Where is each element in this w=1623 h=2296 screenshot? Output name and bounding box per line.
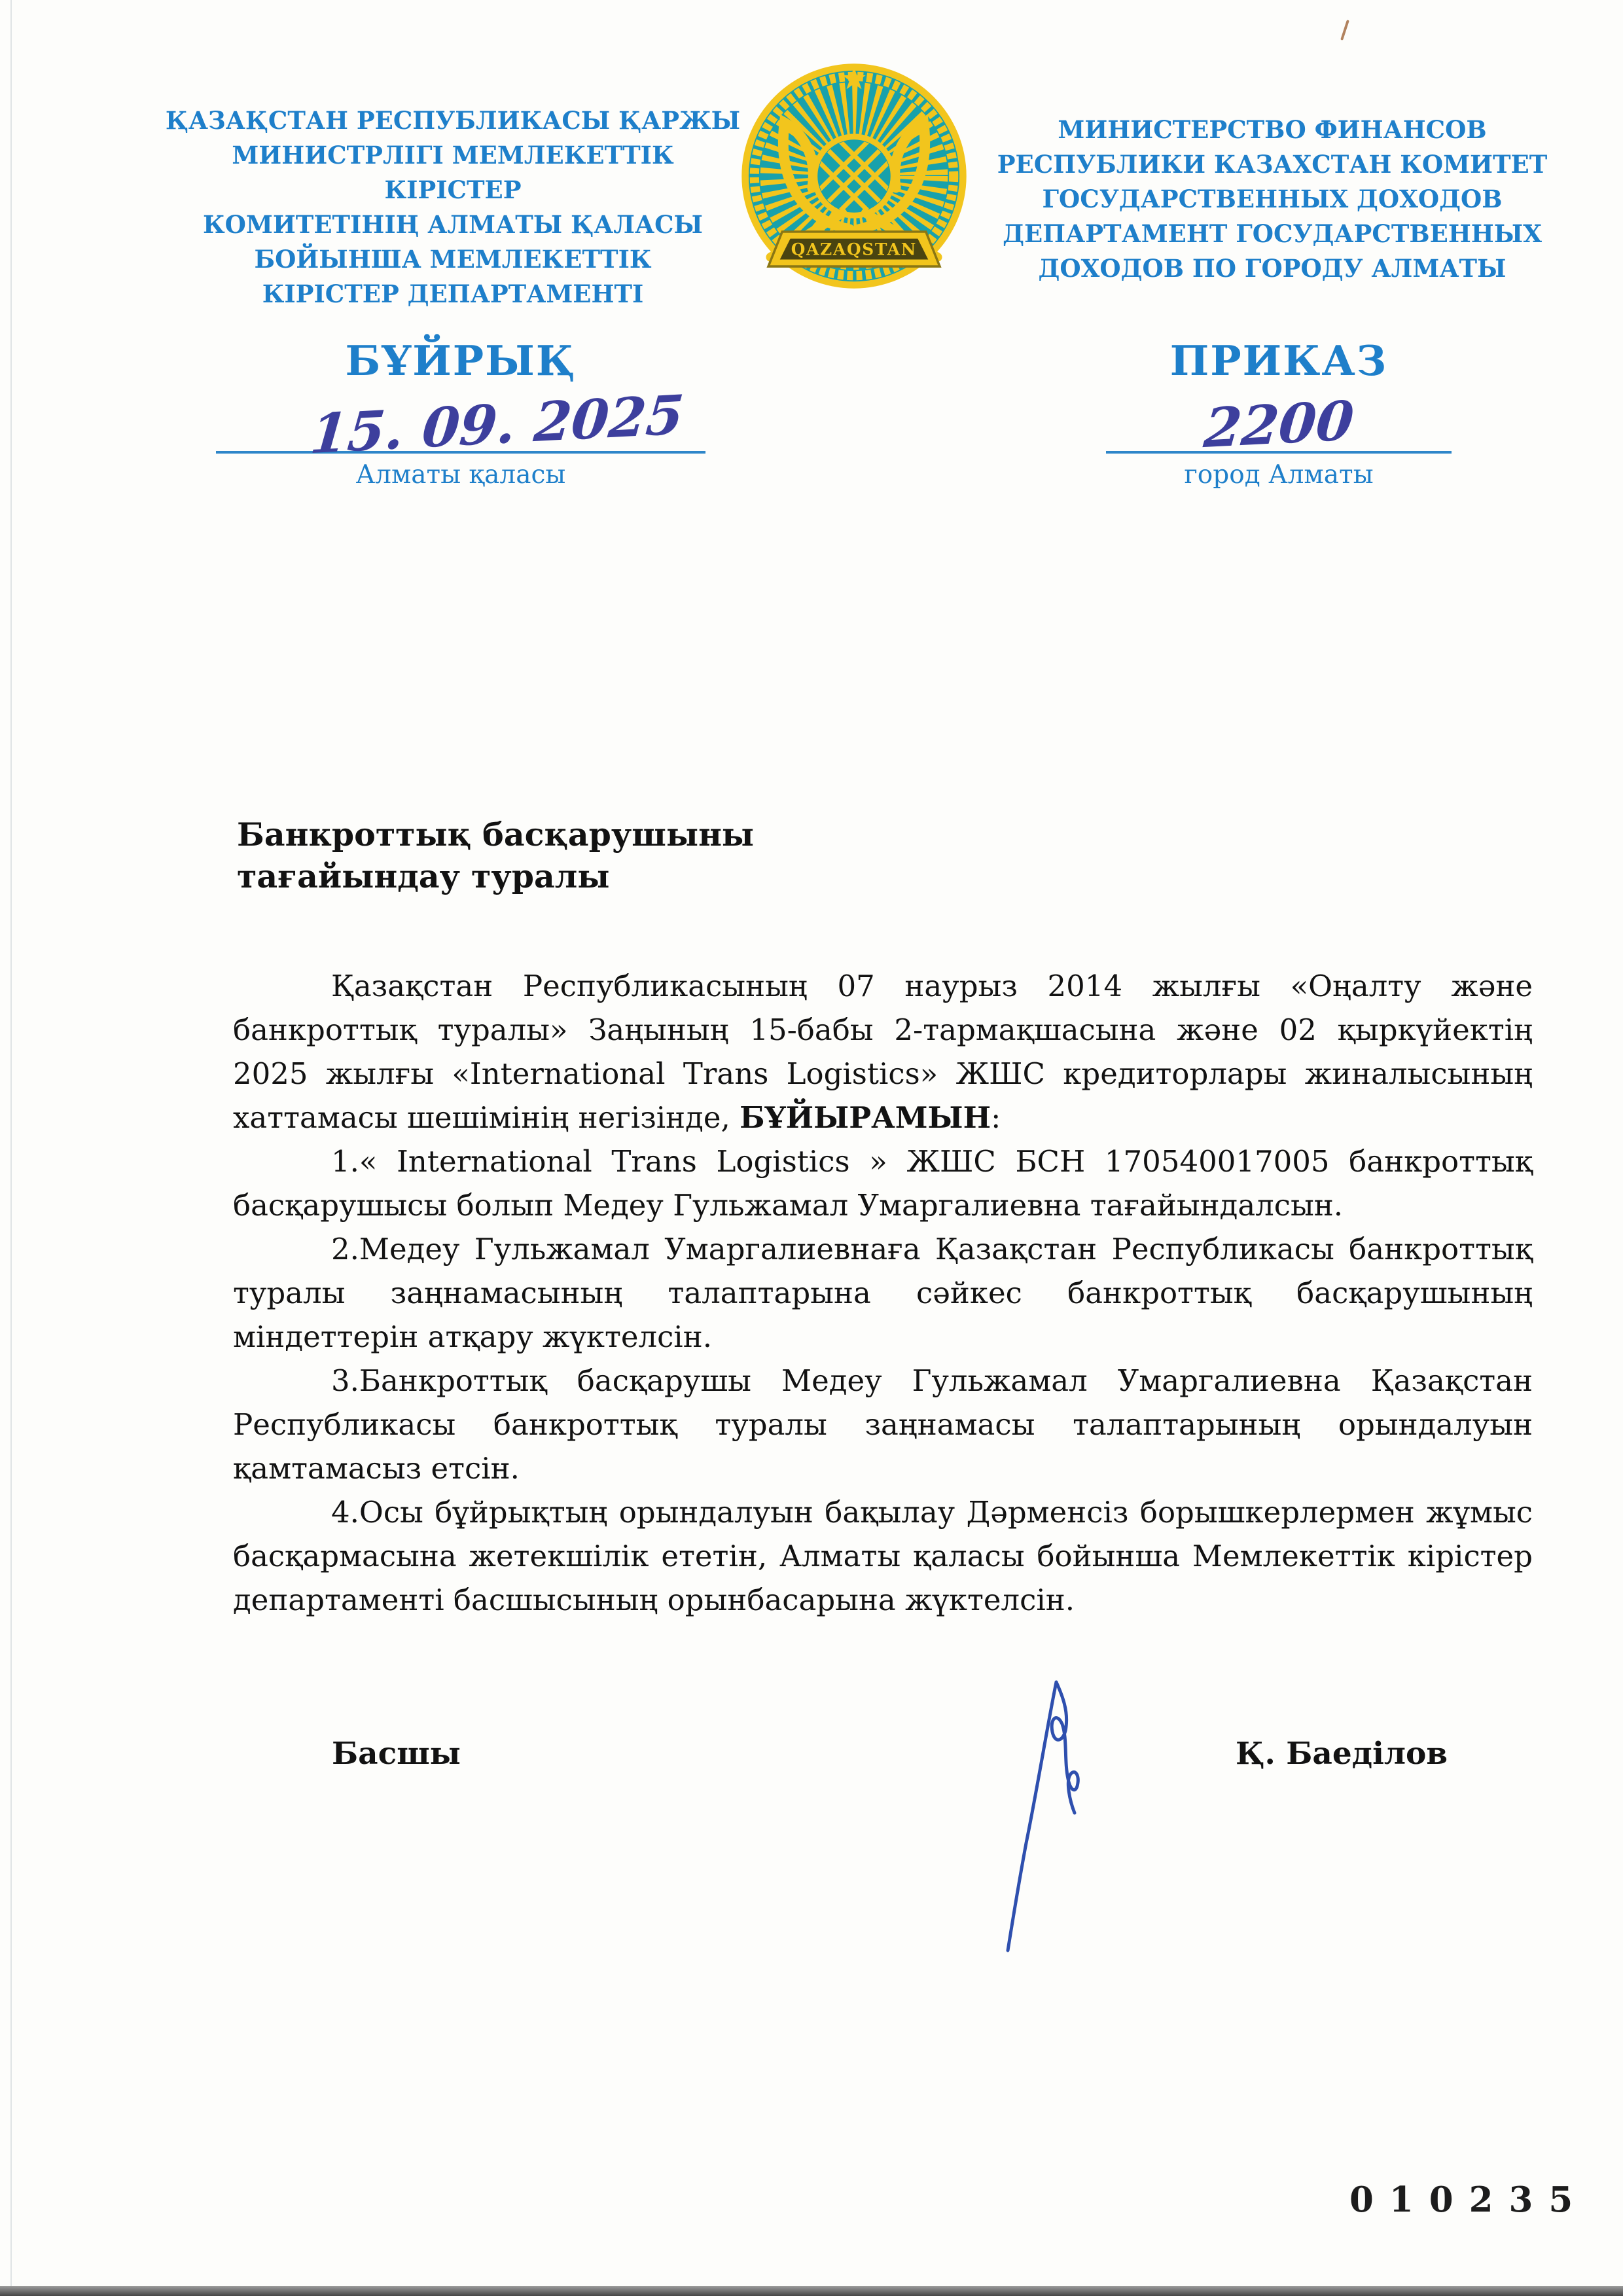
order-heading-russian: ПРИКАЗ bbox=[1169, 336, 1388, 385]
pen-mark bbox=[1340, 20, 1349, 41]
preamble-text: Қазақстан Республикасының 07 наурыз 2014 жылғы «Оңалту және банкроттық туралы» Заңының 15-бабы 2-тармақшасына және 02 қыркүйектің 2025 жылғы «International Trans Logistics» ЖШС кредиторлары жиналысының хаттамасы шешімінің негізінде, bbox=[233, 969, 1533, 1135]
decree-word: БҰЙЫРАМЫН bbox=[740, 1100, 991, 1135]
signer-position: Басшы bbox=[332, 1736, 461, 1772]
serial-number-stamp: 010235 bbox=[1349, 2179, 1589, 2220]
preamble-paragraph bbox=[233, 964, 1533, 1139]
letterhead-russian-line: МИНИСТЕРСТВО ФИНАНСОВ bbox=[1058, 115, 1487, 144]
order-heading-kazakh: БҰЙРЫҚ bbox=[345, 336, 577, 385]
order-body bbox=[233, 964, 1533, 1622]
letterhead-kazakh bbox=[165, 103, 741, 312]
emblem-caption: QAZAQSTAN bbox=[791, 240, 918, 259]
letterhead-kazakh-line: КІРІСТЕР ДЕПАРТАМЕНТІ bbox=[262, 279, 644, 308]
date-line bbox=[216, 383, 705, 467]
letterhead-kazakh-line: БОЙЫНША МЕМЛЕКЕТТІК bbox=[254, 245, 652, 274]
scan-edge-bottom bbox=[0, 2286, 1623, 2296]
order-block-kazakh bbox=[216, 337, 705, 490]
handwritten-date: 15. 09. 2025 bbox=[307, 383, 687, 467]
order-item-4: 4.Осы бұйрықтың орындалуын бақылау Дәрменсіз борышкерлермен жұмыс басқармасына жетекшілік ететін, Алматы қаласы бойынша Мемлекеттік кірістер департаменті басшысының орынбасарына жүктелсін. bbox=[233, 1495, 1533, 1617]
letterhead-kazakh-line: МИНИСТРЛІГІ МЕМЛЕКЕТТІК КІРІСТЕР bbox=[232, 141, 674, 204]
order-subject-line: тағайындау туралы bbox=[237, 857, 610, 895]
order-item-1: 1.« International Trans Logistics » ЖШС БСН 170540017005 банкроттық басқарушысы болып Медеу Гульжамал Умаргалиевна тағайындалсын. bbox=[233, 1144, 1533, 1223]
kazakhstan-coat-of-arms bbox=[738, 60, 970, 292]
number-line bbox=[1106, 384, 1452, 461]
order-block-russian bbox=[1106, 337, 1452, 490]
handwritten-signature bbox=[957, 1674, 1114, 1956]
order-item-2: 2.Медеу Гульжамал Умаргалиевнаға Қазақстан Республикасы банкроттық туралы заңнамасының талаптарына сәйкес банкроттық басқарушының міндеттерін атқару жүктелсін. bbox=[233, 1232, 1533, 1354]
decree-colon: : bbox=[991, 1100, 1001, 1135]
letterhead-russian-line: ГОСУДАРСТВЕННЫХ ДОХОДОВ bbox=[1042, 185, 1503, 213]
letterhead-kazakh-line: ҚАЗАҚСТАН РЕСПУБЛИКАСЫ ҚАРЖЫ bbox=[165, 106, 741, 135]
scan-edge-left bbox=[10, 0, 12, 2296]
letterhead-russian-line: РЕСПУБЛИКИ КАЗАХСТАН КОМИТЕТ bbox=[997, 150, 1548, 179]
order-item-3: 3.Банкроттық басқарушы Медеу Гульжамал Умаргалиевна Қазақстан Республикасы банкроттық туралы заңнамасы талаптарының орындалуын қамтамасыз етсін. bbox=[233, 1363, 1533, 1486]
order-subject bbox=[237, 814, 754, 897]
letterhead-kazakh-line: КОМИТЕТІНІҢ АЛМАТЫ ҚАЛАСЫ bbox=[202, 210, 704, 239]
letterhead-russian-line: ДОХОДОВ ПО ГОРОДУ АЛМАТЫ bbox=[1038, 254, 1507, 283]
place-label-kazakh: Алматы қаласы bbox=[355, 460, 566, 490]
letterhead-russian bbox=[985, 113, 1560, 286]
order-subject-line: Банкроттық басқарушыны bbox=[237, 816, 755, 853]
signer-name: Қ. Баеділов bbox=[1236, 1736, 1448, 1772]
handwritten-number: 2200 bbox=[1201, 389, 1357, 461]
letterhead-russian-line: ДЕПАРТАМЕНТ ГОСУДАРСТВЕННЫХ bbox=[1003, 219, 1542, 248]
place-label-russian: город Алматы bbox=[1184, 460, 1374, 490]
